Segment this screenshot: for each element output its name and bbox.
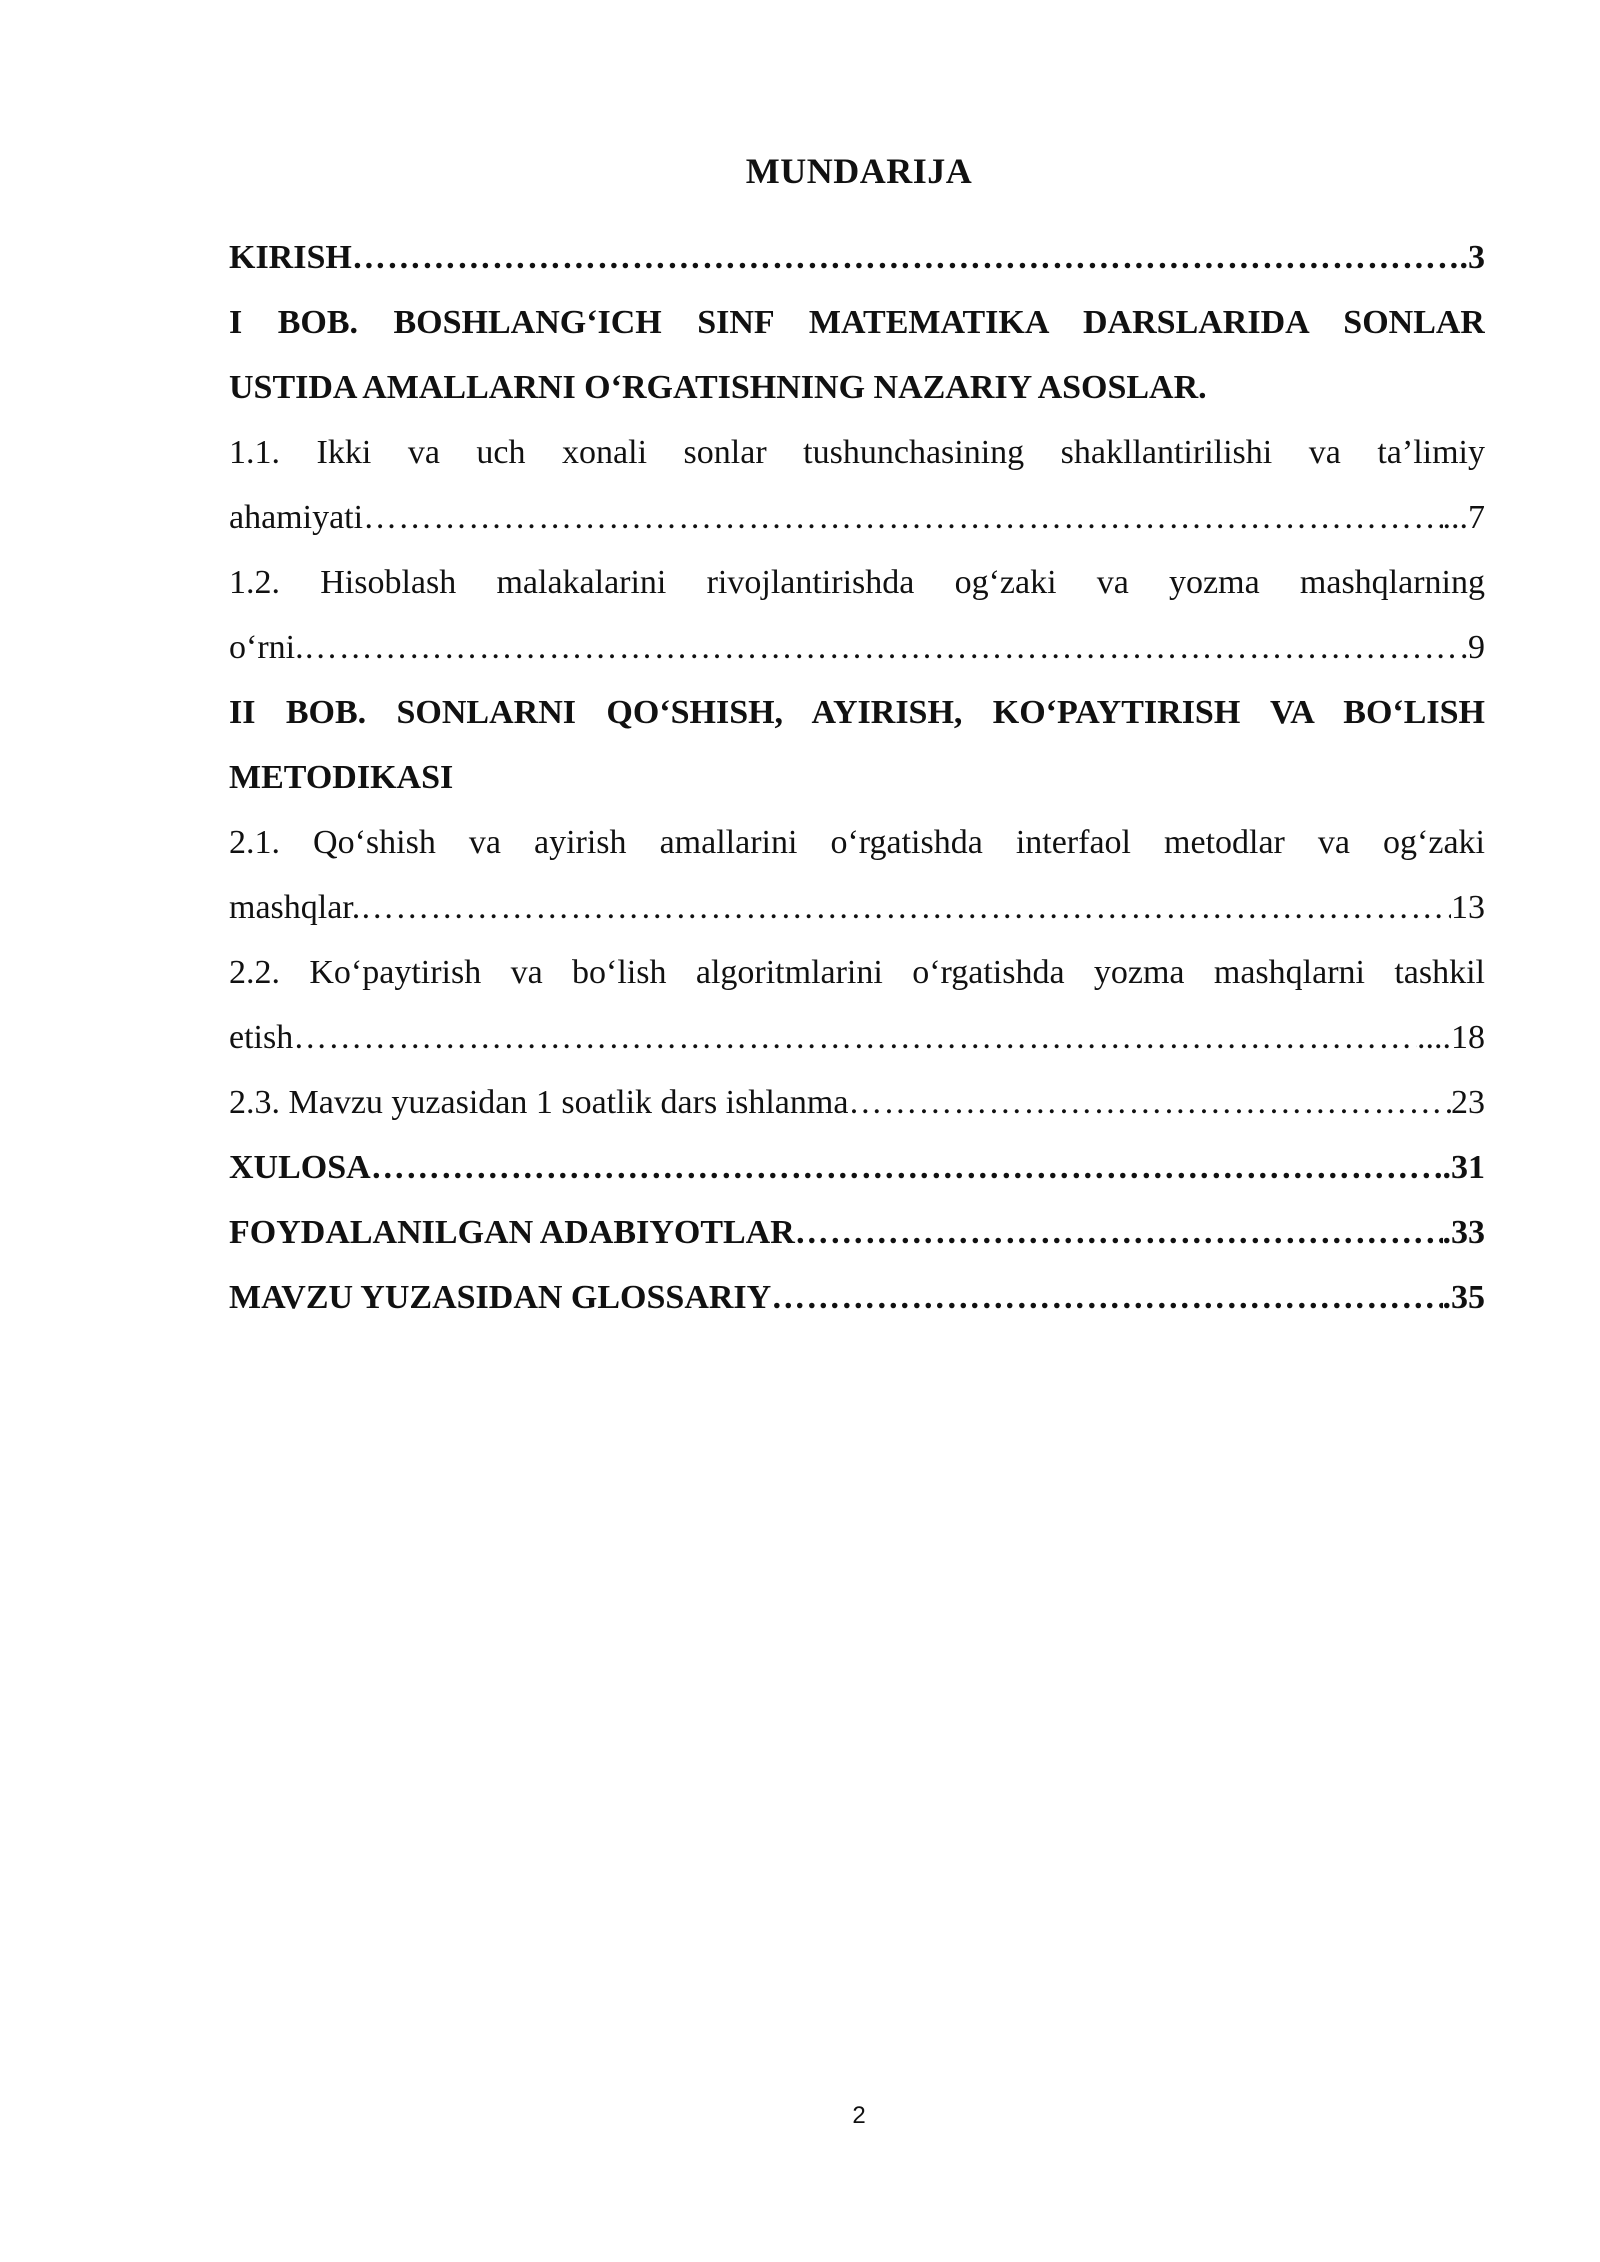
- toc-section-2-1-line-1: 2.1. Qo‘shish va ayirish amallarini o‘rgatishda interfaol metodlar va og‘zaki: [229, 824, 1485, 861]
- toc-entry-page: ....18: [1417, 1019, 1485, 1056]
- toc-chapter-2-line-1: II BOB. SONLARNI QO‘SHISH, AYIRISH, KO‘PAYTIRISH VA BO‘LISH: [229, 694, 1485, 731]
- toc-entry-page: ...7: [1442, 499, 1485, 536]
- toc-section-1-1-line-1: 1.1. Ikki va uch xonali sonlar tushunchasining shakllantirilishi va ta’limiy: [229, 434, 1485, 471]
- toc-entry-label: MAVZU YUZASIDAN GLOSSARIY: [229, 1279, 772, 1316]
- toc-section-1-2-line-2: [229, 615, 1485, 680]
- toc-chapter-1-line-1: I BOB. BOSHLANG‘ICH SINF MATEMATIKA DARSLARIDA SONLAR: [229, 304, 1485, 341]
- toc-leader-dots: [795, 1200, 1443, 1265]
- toc-leader-dots: [304, 615, 1468, 680]
- toc-leader-dots: [363, 485, 1442, 550]
- toc-entry-page: 23: [1451, 1084, 1485, 1121]
- toc-entry-page: 9: [1468, 629, 1485, 666]
- toc-leader-dots: [293, 1005, 1417, 1070]
- toc-section-1-2-line-1: 1.2. Hisoblash malakalarini rivojlantirishda og‘zaki va yozma mashqlarning: [229, 564, 1485, 601]
- toc-entry-label: etish: [229, 1019, 294, 1056]
- toc-entry-label: mashqlar.: [229, 889, 361, 926]
- toc-section-2-2-line-1: 2.2. Ko‘paytirish va bo‘lish algoritmlarini o‘rgatishda yozma mashqlarni tashkil: [229, 954, 1485, 991]
- table-of-contents: [229, 225, 1485, 1330]
- toc-entry-label: XULOSA: [229, 1149, 371, 1186]
- toc-entry-label: 2.3. Mavzu yuzasidan 1 soatlik dars ishlanma: [229, 1084, 849, 1121]
- toc-entry-page: .33: [1442, 1214, 1485, 1251]
- toc-entry-label: FOYDALANILGAN ADABIYOTLAR: [229, 1214, 795, 1251]
- toc-entry-page: 13: [1451, 889, 1485, 926]
- toc-section-2-2-line-2: [229, 1005, 1485, 1070]
- toc-entry-glossariy: [229, 1265, 1485, 1330]
- toc-leader-dots: [848, 1070, 1451, 1135]
- toc-entry-page: .35: [1442, 1279, 1485, 1316]
- toc-leader-dots: [771, 1265, 1442, 1330]
- toc-chapter-2-line-2: METODIKASI: [229, 759, 454, 796]
- toc-entry-page: .3: [1459, 239, 1485, 276]
- toc-entry-xulosa: [229, 1135, 1485, 1200]
- toc-leader-dots: [360, 875, 1451, 940]
- toc-entry-page: ..31: [1434, 1149, 1485, 1186]
- toc-chapter-1-line-2: USTIDA AMALLARNI O‘RGATISHNING NAZARIY ASOSLAR.: [229, 369, 1207, 406]
- toc-entry-kirish: [229, 225, 1485, 290]
- toc-entry-label: ahamiyati: [229, 499, 364, 536]
- toc-leader-dots: [371, 1135, 1434, 1200]
- toc-entry-label: o‘rni.: [229, 629, 304, 666]
- toc-section-1-1-line-2: [229, 485, 1485, 550]
- toc-entry-adabiyotlar: [229, 1200, 1485, 1265]
- toc-entry-label: KIRISH: [229, 239, 352, 276]
- page-number: 2: [852, 2102, 866, 2129]
- toc-leader-dots: [352, 225, 1460, 290]
- toc-section-2-3: [229, 1070, 1485, 1135]
- toc-section-2-1-line-2: [229, 875, 1485, 940]
- page-title: MUNDARIJA: [745, 151, 973, 191]
